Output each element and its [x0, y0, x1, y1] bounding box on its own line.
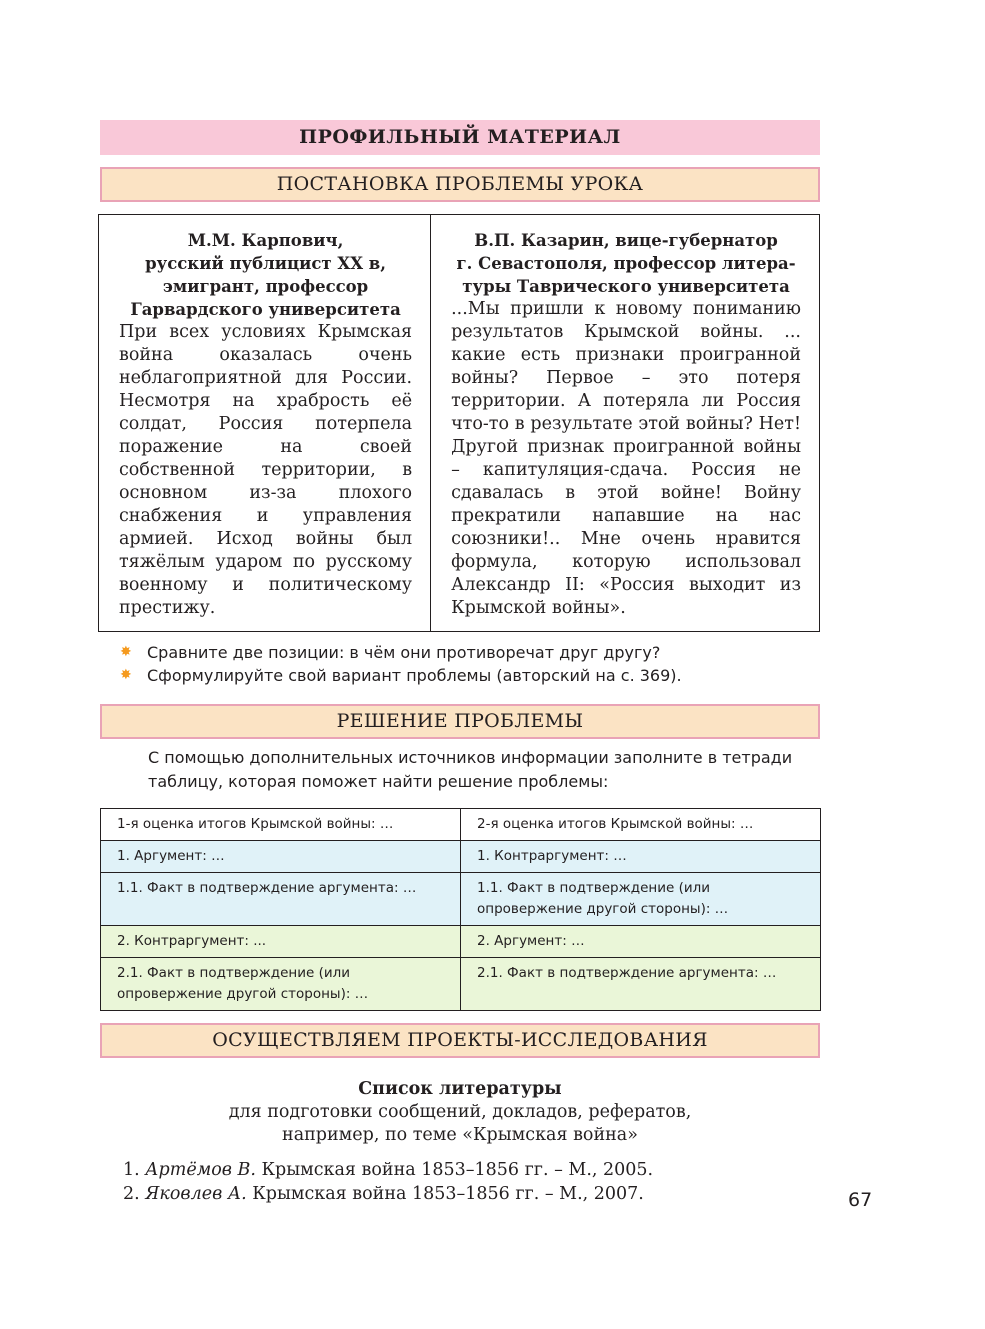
literature-item: [123, 1182, 823, 1206]
quote-left: [99, 215, 431, 631]
table-cell: 1. Аргумент: …: [101, 841, 461, 873]
table-row: [101, 958, 821, 1011]
author-line: В.П. Казарин, вице-губернатор: [474, 231, 778, 250]
quote-left-author: [119, 229, 412, 321]
literature-heading: [120, 1078, 800, 1147]
table-cell: 1. Контраргумент: …: [461, 841, 821, 873]
bullet-icon: ✸: [120, 667, 132, 683]
table-cell: 2. Контраргумент: ...: [101, 926, 461, 958]
section-header-problem-solution: РЕШЕНИЕ ПРОБЛЕМЫ: [100, 704, 820, 739]
table-cell: 1.1. Факт в подтверждение аргумента: …: [101, 873, 461, 926]
instruction-text: С помощью дополнительных источников информации заполните в тетради таблицу, которая поможет найти решение проблемы:: [148, 748, 793, 791]
author-line: туры Таврического университета: [462, 277, 790, 296]
author-line: Гарвардского университета: [130, 300, 401, 319]
item-title: Крымская война 1853–1856 гг. – М., 2007.: [246, 1184, 644, 1204]
table-cell: 2.1. Факт в подтверждение аргумента: …: [461, 958, 821, 1011]
task-text: Сформулируйте свой вариант проблемы (авторский на с. 369).: [147, 666, 682, 685]
page-number: 67: [848, 1189, 873, 1211]
task-list: [120, 641, 820, 687]
item-number: 1.: [123, 1160, 140, 1180]
item-author: Артёмов В.: [145, 1160, 256, 1180]
quotes-box: [98, 214, 820, 632]
bullet-icon: ✸: [120, 644, 132, 660]
literature-list: [123, 1158, 823, 1206]
table-row: [101, 809, 821, 841]
literature-item: [123, 1158, 823, 1182]
item-number: 2.: [123, 1184, 140, 1204]
quote-right: [431, 215, 819, 631]
table-cell: 1.1. Факт в подтверждение (или опровержение другой стороны): …: [461, 873, 821, 926]
item-author: Яковлев А.: [145, 1184, 247, 1204]
task-text: Сравните две позиции: в чём они противоречат друг другу?: [147, 643, 661, 662]
section-header-problem-statement: ПОСТАНОВКА ПРОБЛЕМЫ УРОКА: [100, 167, 820, 202]
profile-material-banner: ПРОФИЛЬНЫЙ МАТЕРИАЛ: [100, 120, 820, 155]
task-item: [120, 641, 820, 664]
literature-title: Список литературы: [358, 1079, 562, 1099]
literature-subtitle: например, по теме «Крымская война»: [282, 1125, 638, 1145]
item-title: Крымская война 1853–1856 гг. – М., 2005.: [255, 1160, 654, 1180]
table-cell: 2.1. Факт в подтверждение (или опровержение другой стороны): …: [101, 958, 461, 1011]
author-line: М.М. Карпович,: [187, 231, 344, 250]
task-item: [120, 664, 820, 687]
quote-right-author: [451, 229, 801, 298]
quote-right-text: ...Мы пришли к новому пониманию результатов Крымской войны. ... какие есть признаки проигранной войны? Первое – это потеря территории. А потеряла ли Россия что-то в результате этой войны? Нет! Другой признак проигранной войны – капитуляция-сдача. Россия не сдавалась в этой войне! Войну прекратили напавшие на нас союзники!.. Мне очень нравится формула, которую использовал Александр II: «Россия выходит из Крымской войны».: [451, 299, 801, 618]
quote-left-text: При всех условиях Крымская война оказалась очень неблагоприятной для России. Несмотря на храбрость её солдат, Россия потерпела поражение на своей собственной территории, в основном из-за плохого снабжения и управления армией. Исход войны был тяжёлым ударом по русскому военному и политическому престижу.: [119, 322, 413, 618]
literature-subtitle: для подготовки сообщений, докладов, рефератов,: [228, 1102, 692, 1122]
solution-table: [100, 808, 821, 1011]
table-cell: 1-я оценка итогов Крымской войны: …: [101, 809, 461, 841]
table-row: [101, 926, 821, 958]
author-line: эмигрант, профессор: [162, 277, 369, 296]
table-row: [101, 873, 821, 926]
table-cell: 2. Аргумент: …: [461, 926, 821, 958]
table-cell: 2-я оценка итогов Крымской войны: …: [461, 809, 821, 841]
section-header-projects: ОСУЩЕСТВЛЯЕМ ПРОЕКТЫ-ИССЛЕДОВАНИЯ: [100, 1023, 820, 1058]
author-line: русский публицист XX в,: [145, 254, 386, 273]
author-line: г. Севастополя, профессор литера-: [456, 254, 796, 273]
table-row: [101, 841, 821, 873]
